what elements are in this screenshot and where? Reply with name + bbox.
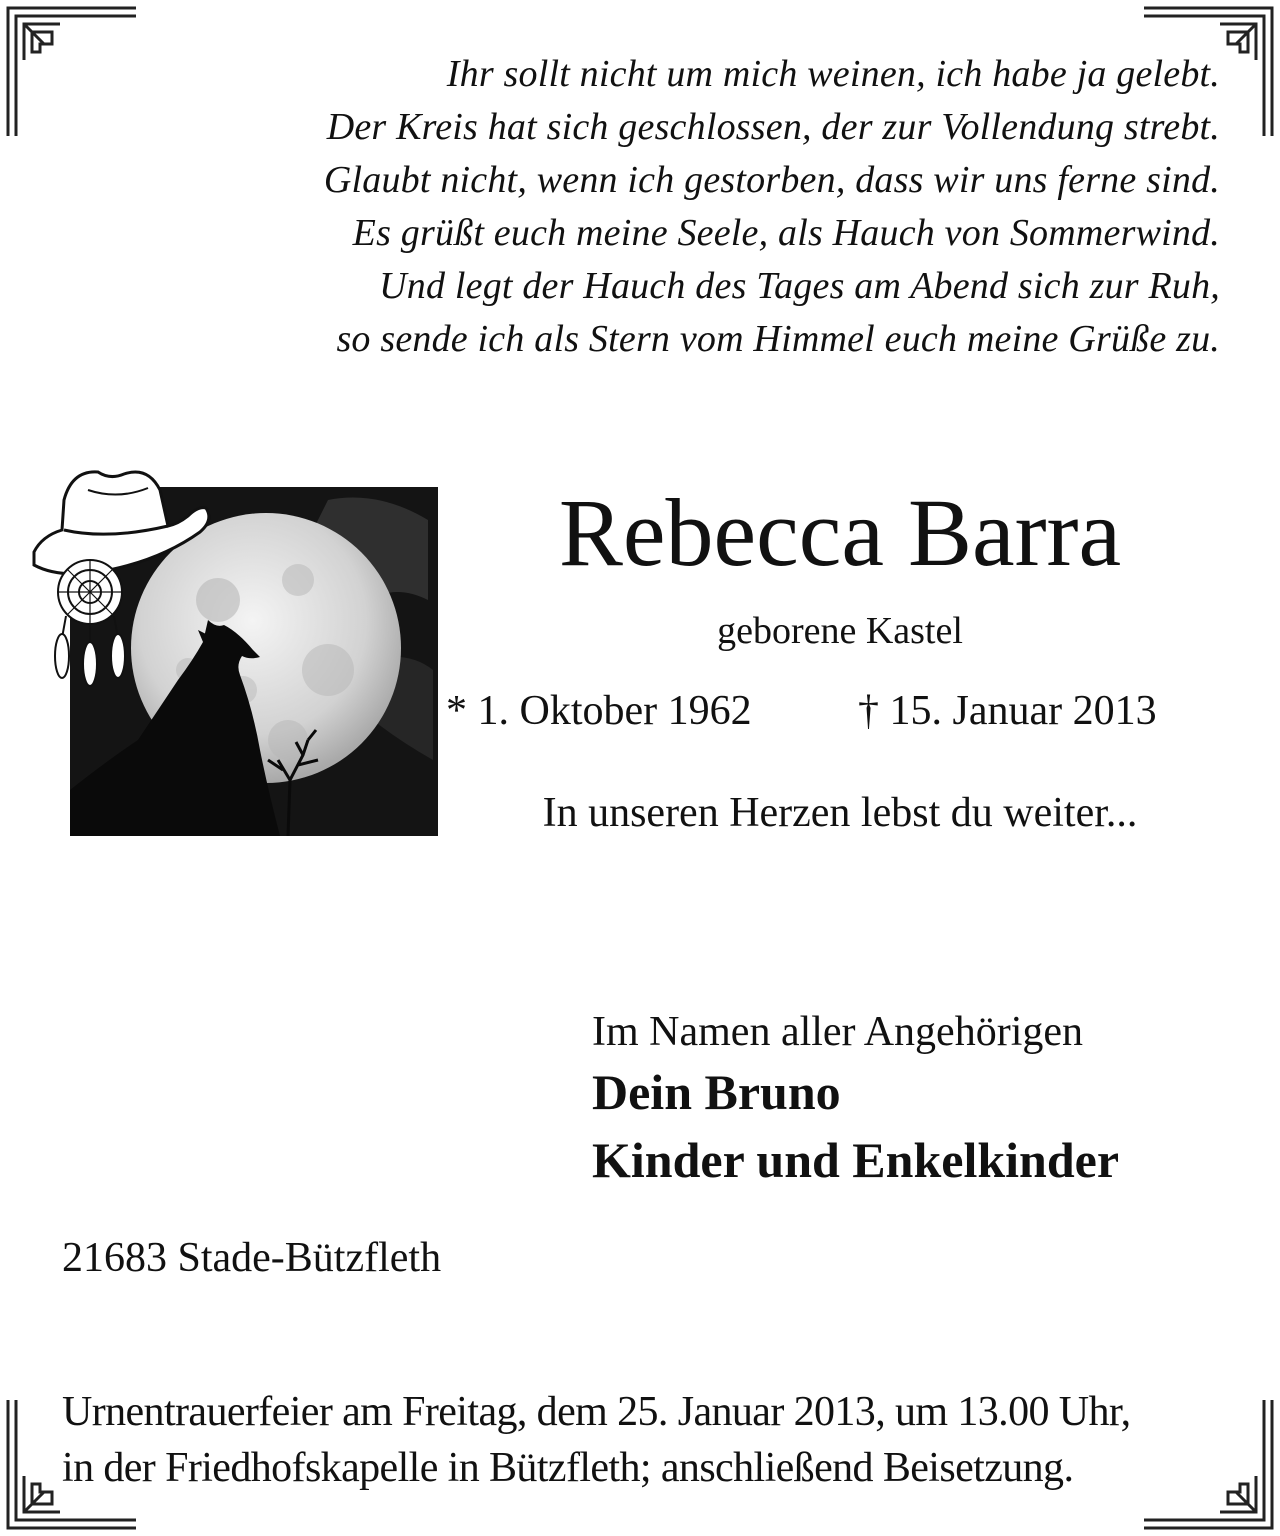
memorial-illustration xyxy=(28,460,448,840)
memorial-motto: In unseren Herzen lebst du weiter... xyxy=(542,790,1138,836)
poem-line: Es grüßt euch meine Seele, als Hauch von Sommerwind. xyxy=(352,212,1220,254)
place-of-residence: 21683 Stade-Bützfleth xyxy=(62,1235,442,1281)
poem-line: Glaubt nicht, wenn ich gestorben, dass wir uns ferne sind. xyxy=(323,159,1220,201)
life-dates xyxy=(446,686,1236,736)
mourners-intro: Im Namen aller Angehörigen xyxy=(592,1009,1083,1055)
mourner-name: Dein Bruno xyxy=(592,1064,841,1120)
poem-line: Ihr sollt nicht um mich weinen, ich habe ja gelebt. xyxy=(446,53,1220,95)
poem-line: so sende ich als Stern vom Himmel euch meine Grüße zu. xyxy=(336,318,1220,360)
dreamcatcher-icon xyxy=(55,560,125,686)
ceremony-line: Urnentrauerfeier am Freitag, dem 25. Januar 2013, um 13.00 Uhr, xyxy=(62,1389,1131,1435)
mourners-block xyxy=(592,1006,1232,1194)
maiden-name: geborene Kastel xyxy=(717,610,963,652)
corner-ornament-top-left-icon xyxy=(0,0,140,140)
poem xyxy=(140,48,1220,366)
poem-line: Der Kreis hat sich geschlossen, der zur Vollendung strebt. xyxy=(326,106,1220,148)
ceremony-notice xyxy=(62,1384,1242,1496)
mourner-name: Kinder und Enkelkinder xyxy=(592,1132,1120,1188)
birth-date: * 1. Oktober 1962 xyxy=(446,688,752,734)
poem-line: Und legt der Hauch des Tages am Abend sich zur Ruh, xyxy=(379,265,1220,307)
deceased-name: Rebecca Barra xyxy=(558,479,1122,586)
death-date: † 15. Januar 2013 xyxy=(858,688,1157,734)
ceremony-line: in der Friedhofskapelle in Bützfleth; anschließend Beisetzung. xyxy=(62,1445,1074,1491)
